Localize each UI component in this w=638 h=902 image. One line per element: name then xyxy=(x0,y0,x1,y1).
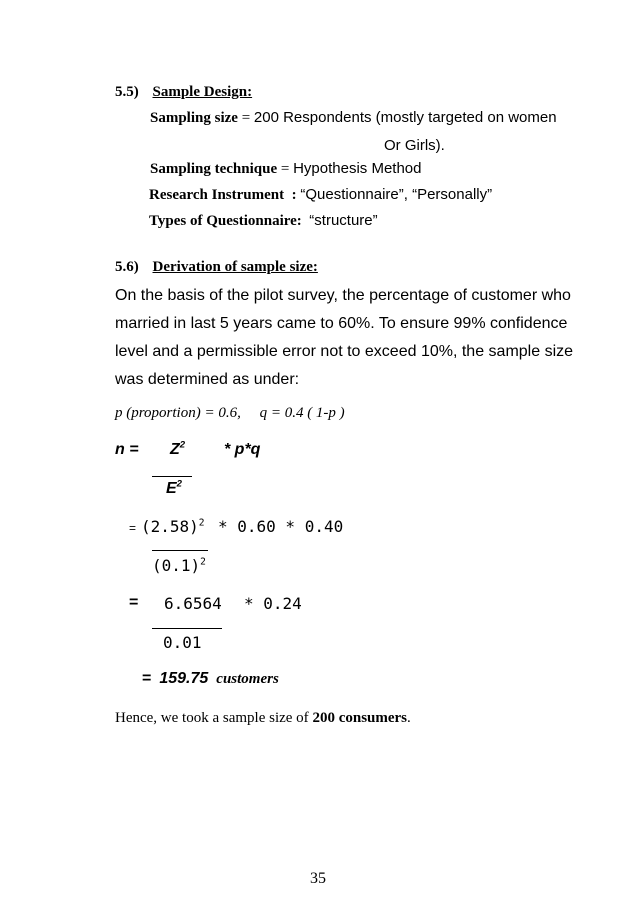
conclusion-text: Hence, we took a sample size of xyxy=(115,710,313,726)
e-symbol: E xyxy=(166,480,177,497)
sampling-technique-row xyxy=(150,160,422,178)
sampling-size-continuation: Or Girls). xyxy=(384,137,445,154)
questionnaire-type-row xyxy=(149,212,378,230)
conclusion-period: . xyxy=(407,710,411,726)
formula-numerator xyxy=(170,441,185,459)
field-label: Research Instrument xyxy=(149,187,285,203)
section-title: Derivation of sample size: xyxy=(152,259,318,275)
z-exponent: 2 xyxy=(179,439,186,451)
conclusion-emphasis: 200 consumers xyxy=(312,710,408,726)
step1-denominator xyxy=(152,556,206,575)
step2-numerator: 6.6564 xyxy=(164,594,222,613)
step1-equals: = xyxy=(129,521,137,535)
exponent: 2 xyxy=(200,556,206,568)
proportion-line: p (proportion) = 0.6, q = 0.4 ( 1-p ) xyxy=(115,405,345,421)
step2-multiplier: * 0.24 xyxy=(244,594,302,613)
section-number: 5.5) xyxy=(115,84,139,100)
page-number: 35 xyxy=(310,870,326,887)
field-label: Types of Questionnaire: xyxy=(149,213,302,229)
formula-multiplier: * p*q xyxy=(224,441,261,458)
formula-denominator xyxy=(166,480,182,498)
step1-multiplier: * 0.60 * 0.40 xyxy=(218,517,344,536)
conclusion-line xyxy=(115,710,411,727)
step2-denominator: 0.01 xyxy=(163,633,202,652)
field-value: Hypothesis Method xyxy=(293,160,422,177)
result-equals: = xyxy=(142,670,152,687)
section-5-5-heading xyxy=(115,84,252,101)
field-value: “structure” xyxy=(309,212,378,229)
fraction-bar xyxy=(152,628,222,629)
value: (0.1) xyxy=(152,556,201,575)
fraction-bar xyxy=(152,550,208,551)
paragraph-line: was determined as under: xyxy=(115,371,300,388)
step1-numerator xyxy=(141,517,205,536)
e-exponent: 2 xyxy=(176,478,183,490)
field-separator: : xyxy=(284,187,301,203)
field-separator: = xyxy=(277,161,294,177)
research-instrument-row xyxy=(149,186,492,204)
field-separator: = xyxy=(237,110,254,126)
sampling-size-row xyxy=(150,109,557,127)
field-value: 200 Respondents (mostly targeted on women xyxy=(253,109,557,126)
value: (2.58) xyxy=(141,517,199,536)
z-symbol: Z xyxy=(170,441,180,458)
formula-lhs: n = xyxy=(115,441,139,458)
result-value: 159.75 xyxy=(159,670,209,687)
field-value: “Questionnaire”, “Personally” xyxy=(300,186,493,203)
field-label: Sampling size xyxy=(150,110,238,126)
section-title: Sample Design: xyxy=(152,84,253,100)
field-label: Sampling technique xyxy=(150,161,278,177)
paragraph-line: married in last 5 years came to 60%. To ensure 99% confidence xyxy=(115,315,568,332)
result-line xyxy=(142,670,279,688)
paragraph-line: level and a permissible error not to exceed 10%, the sample size xyxy=(115,343,574,360)
paragraph-line: On the basis of the pilot survey, the percentage of customer who xyxy=(115,287,571,304)
step2-equals: = xyxy=(129,594,139,611)
result-unit: customers xyxy=(216,671,279,687)
section-5-6-heading xyxy=(115,259,318,276)
fraction-bar xyxy=(152,476,192,477)
section-number: 5.6) xyxy=(115,259,139,275)
exponent: 2 xyxy=(198,517,205,529)
